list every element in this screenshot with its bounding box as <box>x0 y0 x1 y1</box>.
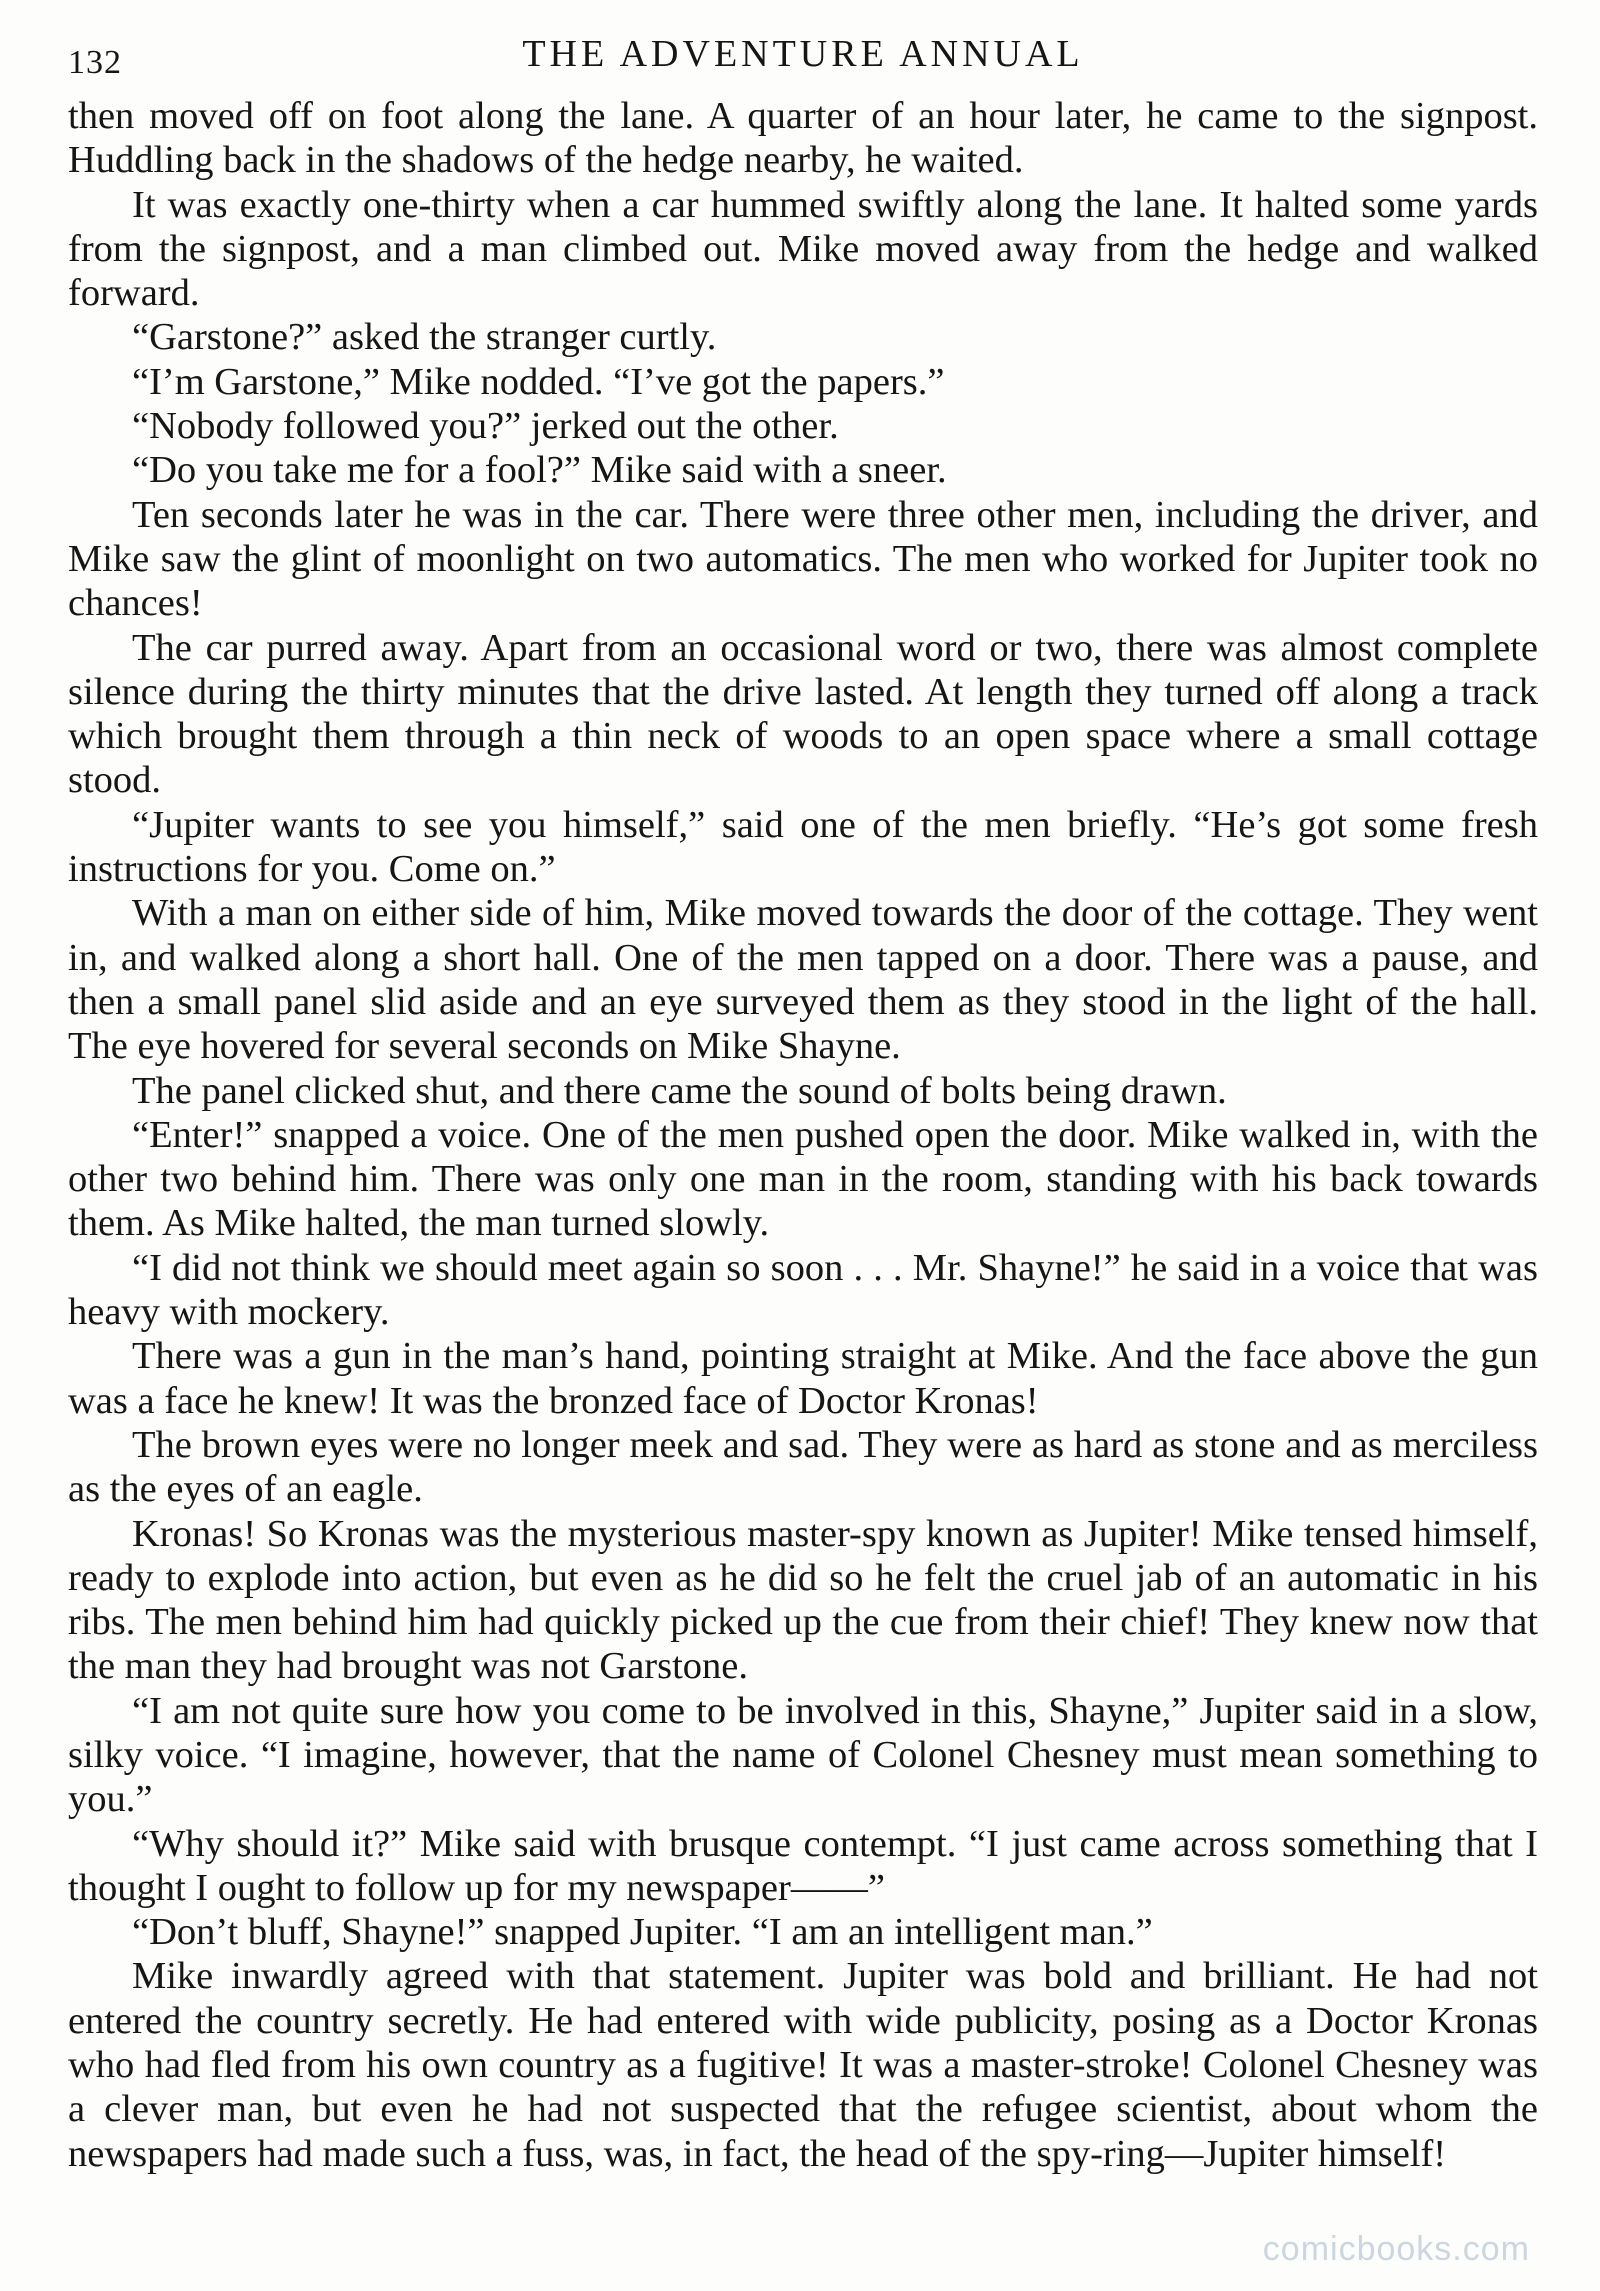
paragraph: With a man on either side of him, Mike moved towards the door of the cottage. They went in, and walked along a short hall. One of the men tapped on a door. There was a pause, and then a small panel slid aside and an eye surveyed them as they stood in the light of the hall. The eye hovered for several seconds on Mike Shayne. <box>68 892 1538 1068</box>
paragraph: “Why should it?” Mike said with brusque contempt. “I just came across something that I thought I ought to follow up for my newspaper——” <box>68 1822 1538 1909</box>
paragraph: The panel clicked shut, and there came the sound of bolts being drawn. <box>132 1069 1227 1112</box>
paragraph: Mike inwardly agreed with that statement. Jupiter was bold and brilliant. He had not entered the country secretly. He had entered with wide publicity, posing as a Doctor Kronas who had fled from his own country as a fugitive! It was a master-stroke! Colonel Chesney was a clever man, but even he had not suspected that the refugee scientist, about whom the newspapers had made such a fuss, was, in fact, the head of the spy-ring—Jupiter himself! <box>68 1955 1538 2175</box>
paragraph: There was a gun in the man’s hand, pointing straight at Mike. And the face above the gun was a face he knew! It was the bronzed face of Doctor Kronas! <box>68 1335 1538 1422</box>
paragraph: It was exactly one-thirty when a car hummed swiftly along the lane. It halted some yards from the signpost, and a man climbed out. Mike moved away from the hedge and walked forward. <box>68 183 1538 315</box>
paragraph: “Don’t bluff, Shayne!” snapped Jupiter. “I am an intelligent man.” <box>132 1911 1153 1954</box>
paragraph: The brown eyes were no longer meek and sad. They were as hard as stone and as merciless as the eyes of an eagle. <box>68 1423 1538 1511</box>
paragraph: “Jupiter wants to see you himself,” said one of the men briefly. “He’s got some fresh instructions for you. Come on.” <box>68 803 1538 891</box>
story-text <box>68 94 1538 2176</box>
paragraph: “I’m Garstone,” Mike nodded. “I’ve got the papers.” <box>132 360 945 403</box>
paragraph: “I did not think we should meet again so soon . . . Mr. Shayne!” he said in a voice that was heavy with mockery. <box>68 1246 1538 1334</box>
book-page <box>68 30 1538 2260</box>
running-title: THE ADVENTURE ANNUAL <box>522 33 1084 75</box>
paragraph: Kronas! So Kronas was the mysterious master-spy known as Jupiter! Mike tensed himself, ready to explode into action, but even as he did so he felt the cruel jab of an automatic in his ribs. The men behind him had quickly picked up the cue from their chief! They knew now that the man they had brought was not Garstone. <box>68 1512 1538 1688</box>
page-header <box>68 30 1538 92</box>
page-number: 132 <box>68 44 122 81</box>
paragraph: “Enter!” snapped a voice. One of the men pushed open the door. Mike walked in, with the other two behind him. There was only one man in the room, standing with his back towards them. As Mike halted, the man turned slowly. <box>68 1113 1538 1245</box>
paragraph: Ten seconds later he was in the car. There were three other men, including the driver, and Mike saw the glint of moonlight on two automatics. The men who worked for Jupiter took no chances! <box>68 493 1538 625</box>
paragraph: The car purred away. Apart from an occasional word or two, there was almost complete silence during the thirty minutes that the drive lasted. At length they turned off along a track which brought them through a thin neck of woods to an open space where a small cottage stood. <box>68 626 1538 802</box>
watermark: comicbooks.com <box>1262 2230 1530 2268</box>
paragraph: “Nobody followed you?” jerked out the other. <box>132 405 839 448</box>
paragraph: “Do you take me for a fool?” Mike said with a sneer. <box>132 449 947 492</box>
paragraph: “I am not quite sure how you come to be involved in this, Shayne,” Jupiter said in a slow, silky voice. “I imagine, however, that the name of Colonel Chesney must mean something to you.” <box>68 1689 1538 1821</box>
paragraph: then moved off on foot along the lane. A quarter of an hour later, he came to the signpost. Huddling back in the shadows of the hedge nearby, he waited. <box>68 95 1538 182</box>
paragraph: “Garstone?” asked the stranger curtly. <box>132 316 717 359</box>
